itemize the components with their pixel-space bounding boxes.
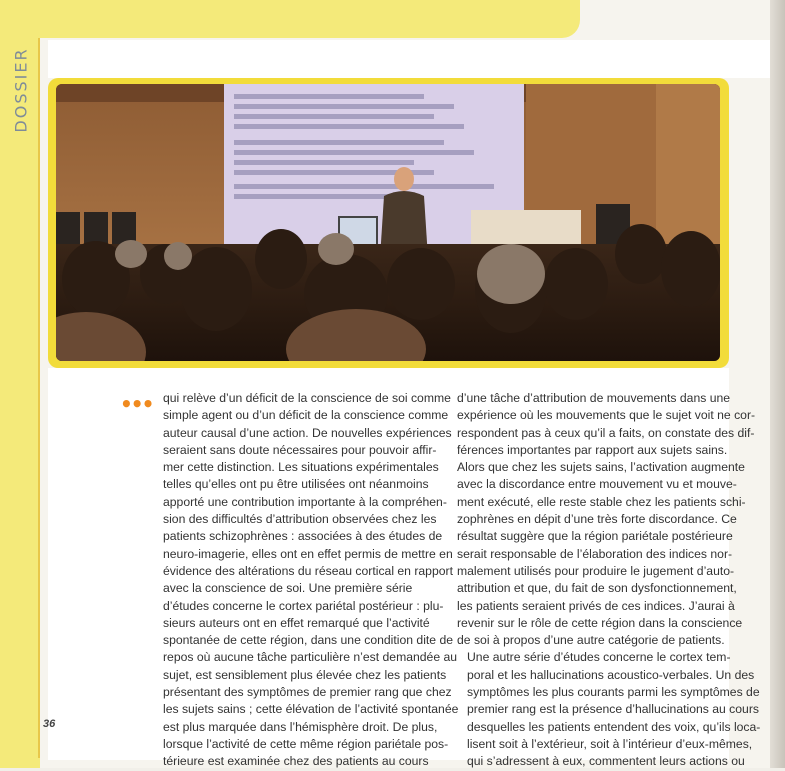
text-line: résultat suggère que la région pariétale postérieure	[457, 529, 733, 544]
text-line: desquelles les patients entendent des voix, qu’ils loca-	[467, 719, 761, 734]
text-line: telles qu’elles ont pu être utilisées ont néanmoins	[163, 477, 429, 492]
text-line: lorsque l’activité de cette même région pariétale pos-	[163, 736, 449, 751]
text-line: revenir sur le rôle de cette région dans la conscience	[457, 615, 743, 630]
conference-photo-icon	[56, 84, 720, 361]
conference-photo	[56, 84, 720, 361]
text-line: seraient sans doute nécessaires pour pouvoir affir-	[163, 442, 437, 457]
text-line: patients schizophrènes : associées à des études de	[163, 529, 443, 544]
text-line: repos où aucune tâche particulière n’est demandée au	[163, 650, 458, 665]
text-line: poral et les hallucinations acoustico-verbales. Un des	[467, 667, 755, 682]
paragraph	[457, 390, 756, 649]
text-line: sieurs auteurs ont en effet remarqué que l’activité	[163, 615, 430, 630]
section-label	[6, 40, 36, 140]
header-white-strip	[48, 40, 778, 78]
text-line: qui relève d’un déficit de la conscience de soi comme	[163, 391, 451, 405]
text-line: expérience où les mouvements que le sujet voit ne cor-	[457, 408, 756, 423]
text-line: d’une tâche d’attribution de mouvements dans une	[457, 391, 731, 405]
text-line: les patients seraient privés de ces indices. J’aurai à	[457, 598, 735, 613]
text-line: avec la conscience de soi. Une première série	[163, 581, 413, 596]
text-line: térieure est examinée chez des patients au cours	[163, 754, 429, 769]
text-line: sujet, est sensiblement plus élevée chez les patients	[163, 667, 447, 682]
paragraph	[163, 390, 459, 771]
text-line: premier rang est la présence d’hallucinations au cours	[467, 702, 759, 717]
text-line: respondent pas à ceux qu’il a faits, on constate des dif-	[457, 425, 755, 440]
text-line: Alors que chez les sujets sains, l’activation augmente	[457, 460, 745, 475]
text-line: symptômes les plus courants parmi les symptômes de	[467, 685, 760, 700]
text-line: Une autre série d’études concerne le cortex tem-	[467, 650, 731, 665]
article-column-right	[457, 390, 761, 771]
section-label-text: DOSSIER	[11, 47, 31, 133]
paragraph	[457, 649, 761, 770]
text-line: ment exécuté, elle reste stable chez les patients schi-	[457, 494, 746, 509]
page-number: 36	[43, 718, 56, 730]
text-line: malement utilisés pour produire le jugement d’auto-	[457, 563, 735, 578]
text-line: serait responsable de l’élaboration des indices nor-	[457, 546, 733, 561]
text-line: d’études concerne le cortex pariétal postérieur : plu-	[163, 598, 444, 613]
text-line: évidence des altérations du réseau cortical en rapport	[163, 563, 453, 578]
text-line: de soi à propos d’une autre catégorie de patients.	[457, 633, 725, 648]
text-line: férences importantes par rapport aux sujets sains.	[457, 442, 728, 457]
yellow-header-band	[0, 0, 580, 38]
continuation-marker: •••	[120, 392, 153, 416]
text-line: simple agent ou d’un déficit de la conscience comme	[163, 408, 449, 423]
article-column-left	[163, 390, 459, 771]
text-line: zophrènes en dépit d’une très forte discordance. Ce	[457, 512, 737, 527]
text-line: lisent soit à l’extérieur, soit à l’intérieur d’eux-mêmes,	[467, 736, 753, 751]
text-line: apporté une contribution importante à la compréhen-	[163, 494, 447, 509]
text-line: auteur causal d’une action. De nouvelles expériences	[163, 425, 452, 440]
text-line: avec la discordance entre mouvement vu et mouve-	[457, 477, 737, 492]
text-line: qui s’adressent à eux, commentent leurs actions ou	[467, 754, 745, 769]
vertical-rule	[38, 38, 40, 758]
text-line: mer cette distinction. Les situations expérimentales	[163, 460, 439, 475]
text-line: sion des difficultés d’attribution observées chez les	[163, 512, 437, 527]
text-line: spontanée de cette région, dans une condition dite de	[163, 633, 454, 648]
text-line: est plus marquée dans l’hémisphère droit. De plus,	[163, 719, 438, 734]
page-gutter	[770, 0, 785, 768]
text-line: les sujets sains ; cette élévation de l’activité spontanée	[163, 702, 459, 717]
text-line: neuro-imagerie, elles ont en effet permis de mettre en	[163, 546, 453, 561]
text-line: attribution et que, du fait de son dysfonctionnement,	[457, 581, 737, 596]
text-line: présentant des symptômes de premier rang que chez	[163, 685, 452, 700]
